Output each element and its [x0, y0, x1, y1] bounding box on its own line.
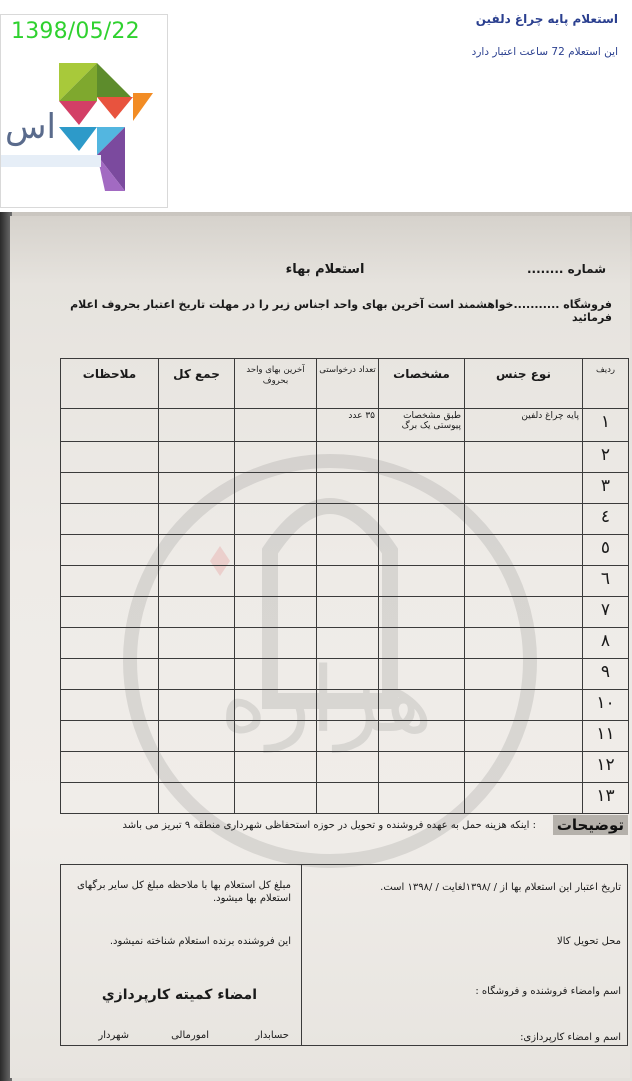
table-row — [61, 566, 629, 597]
total-cell — [159, 721, 235, 752]
total-cell — [159, 442, 235, 473]
total-cell — [159, 628, 235, 659]
form-title: استعلام بهاء — [285, 262, 365, 277]
remarks-cell — [61, 442, 159, 473]
table-row — [61, 597, 629, 628]
post-title[interactable]: استعلام پایه چراغ دلفین — [475, 12, 618, 26]
unit-price-cell — [235, 783, 317, 814]
remarks-cell — [61, 566, 159, 597]
total-cell — [159, 409, 235, 442]
row-number-cell: ٦ — [583, 566, 629, 597]
officer-signature: اسم و امضاء کارپردازی: — [520, 1032, 621, 1043]
specs-cell — [379, 597, 465, 628]
date-stamp: 1398/05/22 — [11, 19, 140, 44]
validity-text: تاریخ اعتبار این استعلام بها از / /۱۳۹۸لغایت / /۱۳۹۸ است. — [380, 882, 621, 893]
total-cell — [159, 597, 235, 628]
signatory-mayor: شهردار — [98, 1030, 129, 1041]
specs-cell — [379, 628, 465, 659]
quantity-cell — [317, 659, 379, 690]
quantity-cell — [317, 628, 379, 659]
table-header-row — [61, 359, 629, 409]
quantity-cell — [317, 721, 379, 752]
item-type-cell — [465, 566, 583, 597]
specs-cell — [379, 566, 465, 597]
quantity-cell — [317, 535, 379, 566]
table-row — [61, 690, 629, 721]
item-type-cell — [465, 442, 583, 473]
row-number-cell: ۹ — [583, 659, 629, 690]
table-row — [61, 473, 629, 504]
signature-section — [60, 864, 628, 1046]
unit-price-cell — [235, 597, 317, 628]
total-cell — [159, 535, 235, 566]
row-number-cell: ۱۲ — [583, 752, 629, 783]
remarks-cell — [61, 597, 159, 628]
specs-cell — [379, 721, 465, 752]
row-number-cell: ۱ — [583, 409, 629, 442]
quantity-cell — [317, 752, 379, 783]
col-header-total: جمع کل — [159, 359, 235, 409]
site-logo — [0, 14, 168, 208]
unit-price-cell — [235, 473, 317, 504]
total-cell — [159, 659, 235, 690]
item-type-cell — [465, 535, 583, 566]
document-paper — [10, 216, 630, 1078]
quantity-cell — [317, 690, 379, 721]
item-type-cell — [465, 504, 583, 535]
notes-text: : اینکه هزینه حمل به عهده فروشنده و تحویل در حوزه استحفاظی شهرداری منطقه ۹ تبریز می باشد — [122, 820, 536, 831]
watermark-text: هزاره — [220, 648, 433, 753]
total-cell — [159, 690, 235, 721]
table-row — [61, 721, 629, 752]
specs-cell — [379, 690, 465, 721]
col-header-row-number: ردیف — [583, 359, 629, 409]
specs-cell — [379, 442, 465, 473]
post-subtitle: این استعلام 72 ساعت اعتبار دارد — [471, 46, 618, 58]
row-number-cell: ۱۱ — [583, 721, 629, 752]
quantity-cell — [317, 566, 379, 597]
item-type-cell: پایه چراغ دلفین — [465, 409, 583, 442]
remarks-cell — [61, 535, 159, 566]
signatory-accountant: حسابدار — [255, 1030, 289, 1041]
row-number-cell: ۱۳ — [583, 783, 629, 814]
row-number-cell: ۷ — [583, 597, 629, 628]
specs-cell — [379, 504, 465, 535]
unit-price-cell — [235, 566, 317, 597]
quantity-cell — [317, 473, 379, 504]
col-header-specs: مشخصات — [379, 359, 465, 409]
item-type-cell — [465, 752, 583, 783]
unit-price-cell — [235, 409, 317, 442]
row-number-cell: ٤ — [583, 504, 629, 535]
specs-cell — [379, 473, 465, 504]
unit-price-cell — [235, 535, 317, 566]
remarks-cell — [61, 409, 159, 442]
total-note: مبلغ کل استعلام بها با ملاحظه مبلغ کل سایر برگهای استعلام بها میشود. — [76, 880, 291, 904]
specs-cell — [379, 783, 465, 814]
table-row — [61, 783, 629, 814]
remarks-cell — [61, 659, 159, 690]
table-row — [61, 442, 629, 473]
col-header-unit-price: آخرین بهای واحد بحروف — [235, 359, 317, 409]
row-number-cell: ۱۰ — [583, 690, 629, 721]
items-table — [60, 358, 629, 814]
total-cell — [159, 504, 235, 535]
total-cell — [159, 473, 235, 504]
committee-title: امضاء کمیته کارپردازي — [101, 987, 257, 1003]
logo-partial-text: اس — [5, 107, 56, 147]
unit-price-cell — [235, 628, 317, 659]
quantity-cell — [317, 504, 379, 535]
total-cell — [159, 566, 235, 597]
item-type-cell — [465, 659, 583, 690]
quantity-cell — [317, 442, 379, 473]
col-header-quantity: تعداد درخواستی — [317, 359, 379, 409]
table-row — [61, 752, 629, 783]
unit-price-cell — [235, 442, 317, 473]
specs-cell: طبق مشخصات پیوستی یک برگ — [379, 409, 465, 442]
specs-cell — [379, 535, 465, 566]
item-type-cell — [465, 597, 583, 628]
row-number-cell: ٥ — [583, 535, 629, 566]
row-number-cell: ۲ — [583, 442, 629, 473]
unit-price-cell — [235, 752, 317, 783]
table-row — [61, 409, 629, 442]
table-row — [61, 659, 629, 690]
remarks-cell — [61, 628, 159, 659]
quantity-cell: ۳۵ عدد — [317, 409, 379, 442]
item-type-cell — [465, 628, 583, 659]
unit-price-cell — [235, 504, 317, 535]
remarks-cell — [61, 690, 159, 721]
remarks-cell — [61, 721, 159, 752]
table-row — [61, 504, 629, 535]
item-type-cell — [465, 783, 583, 814]
total-cell — [159, 752, 235, 783]
signatory-finance: امورمالی — [171, 1030, 209, 1041]
remarks-cell — [61, 473, 159, 504]
specs-cell — [379, 659, 465, 690]
item-type-cell — [465, 690, 583, 721]
unit-price-cell — [235, 659, 317, 690]
unit-price-cell — [235, 721, 317, 752]
item-type-cell — [465, 473, 583, 504]
notes-section — [60, 812, 628, 862]
col-header-remarks: ملاحظات — [61, 359, 159, 409]
winner-note: این فروشنده برنده استعلام شناخته نمیشود. — [109, 936, 291, 947]
document-photo — [0, 212, 632, 1081]
form-number: شماره ........ — [527, 262, 606, 276]
seller-signature: اسم وامضاء فروشنده و فروشگاه : — [475, 986, 621, 997]
row-number-cell: ۳ — [583, 473, 629, 504]
quantity-cell — [317, 783, 379, 814]
table-row — [61, 628, 629, 659]
specs-cell — [379, 752, 465, 783]
total-cell — [159, 783, 235, 814]
remarks-cell — [61, 783, 159, 814]
item-type-cell — [465, 721, 583, 752]
delivery-place: محل تحویل کالا — [556, 936, 621, 947]
section-divider — [301, 865, 302, 1045]
unit-price-cell — [235, 690, 317, 721]
col-header-item-type: نوع جنس — [465, 359, 583, 409]
request-line: فروشگاه ...........خواهشمند است آخرین بهای واحد اجناس زیر را در مهلت تاریخ اعتبار بحروف اعلام فرمائید — [70, 298, 612, 324]
quantity-cell — [317, 597, 379, 628]
row-number-cell: ۸ — [583, 628, 629, 659]
remarks-cell — [61, 504, 159, 535]
notes-label: توضیحات — [553, 815, 628, 835]
table-row — [61, 535, 629, 566]
remarks-cell — [61, 752, 159, 783]
